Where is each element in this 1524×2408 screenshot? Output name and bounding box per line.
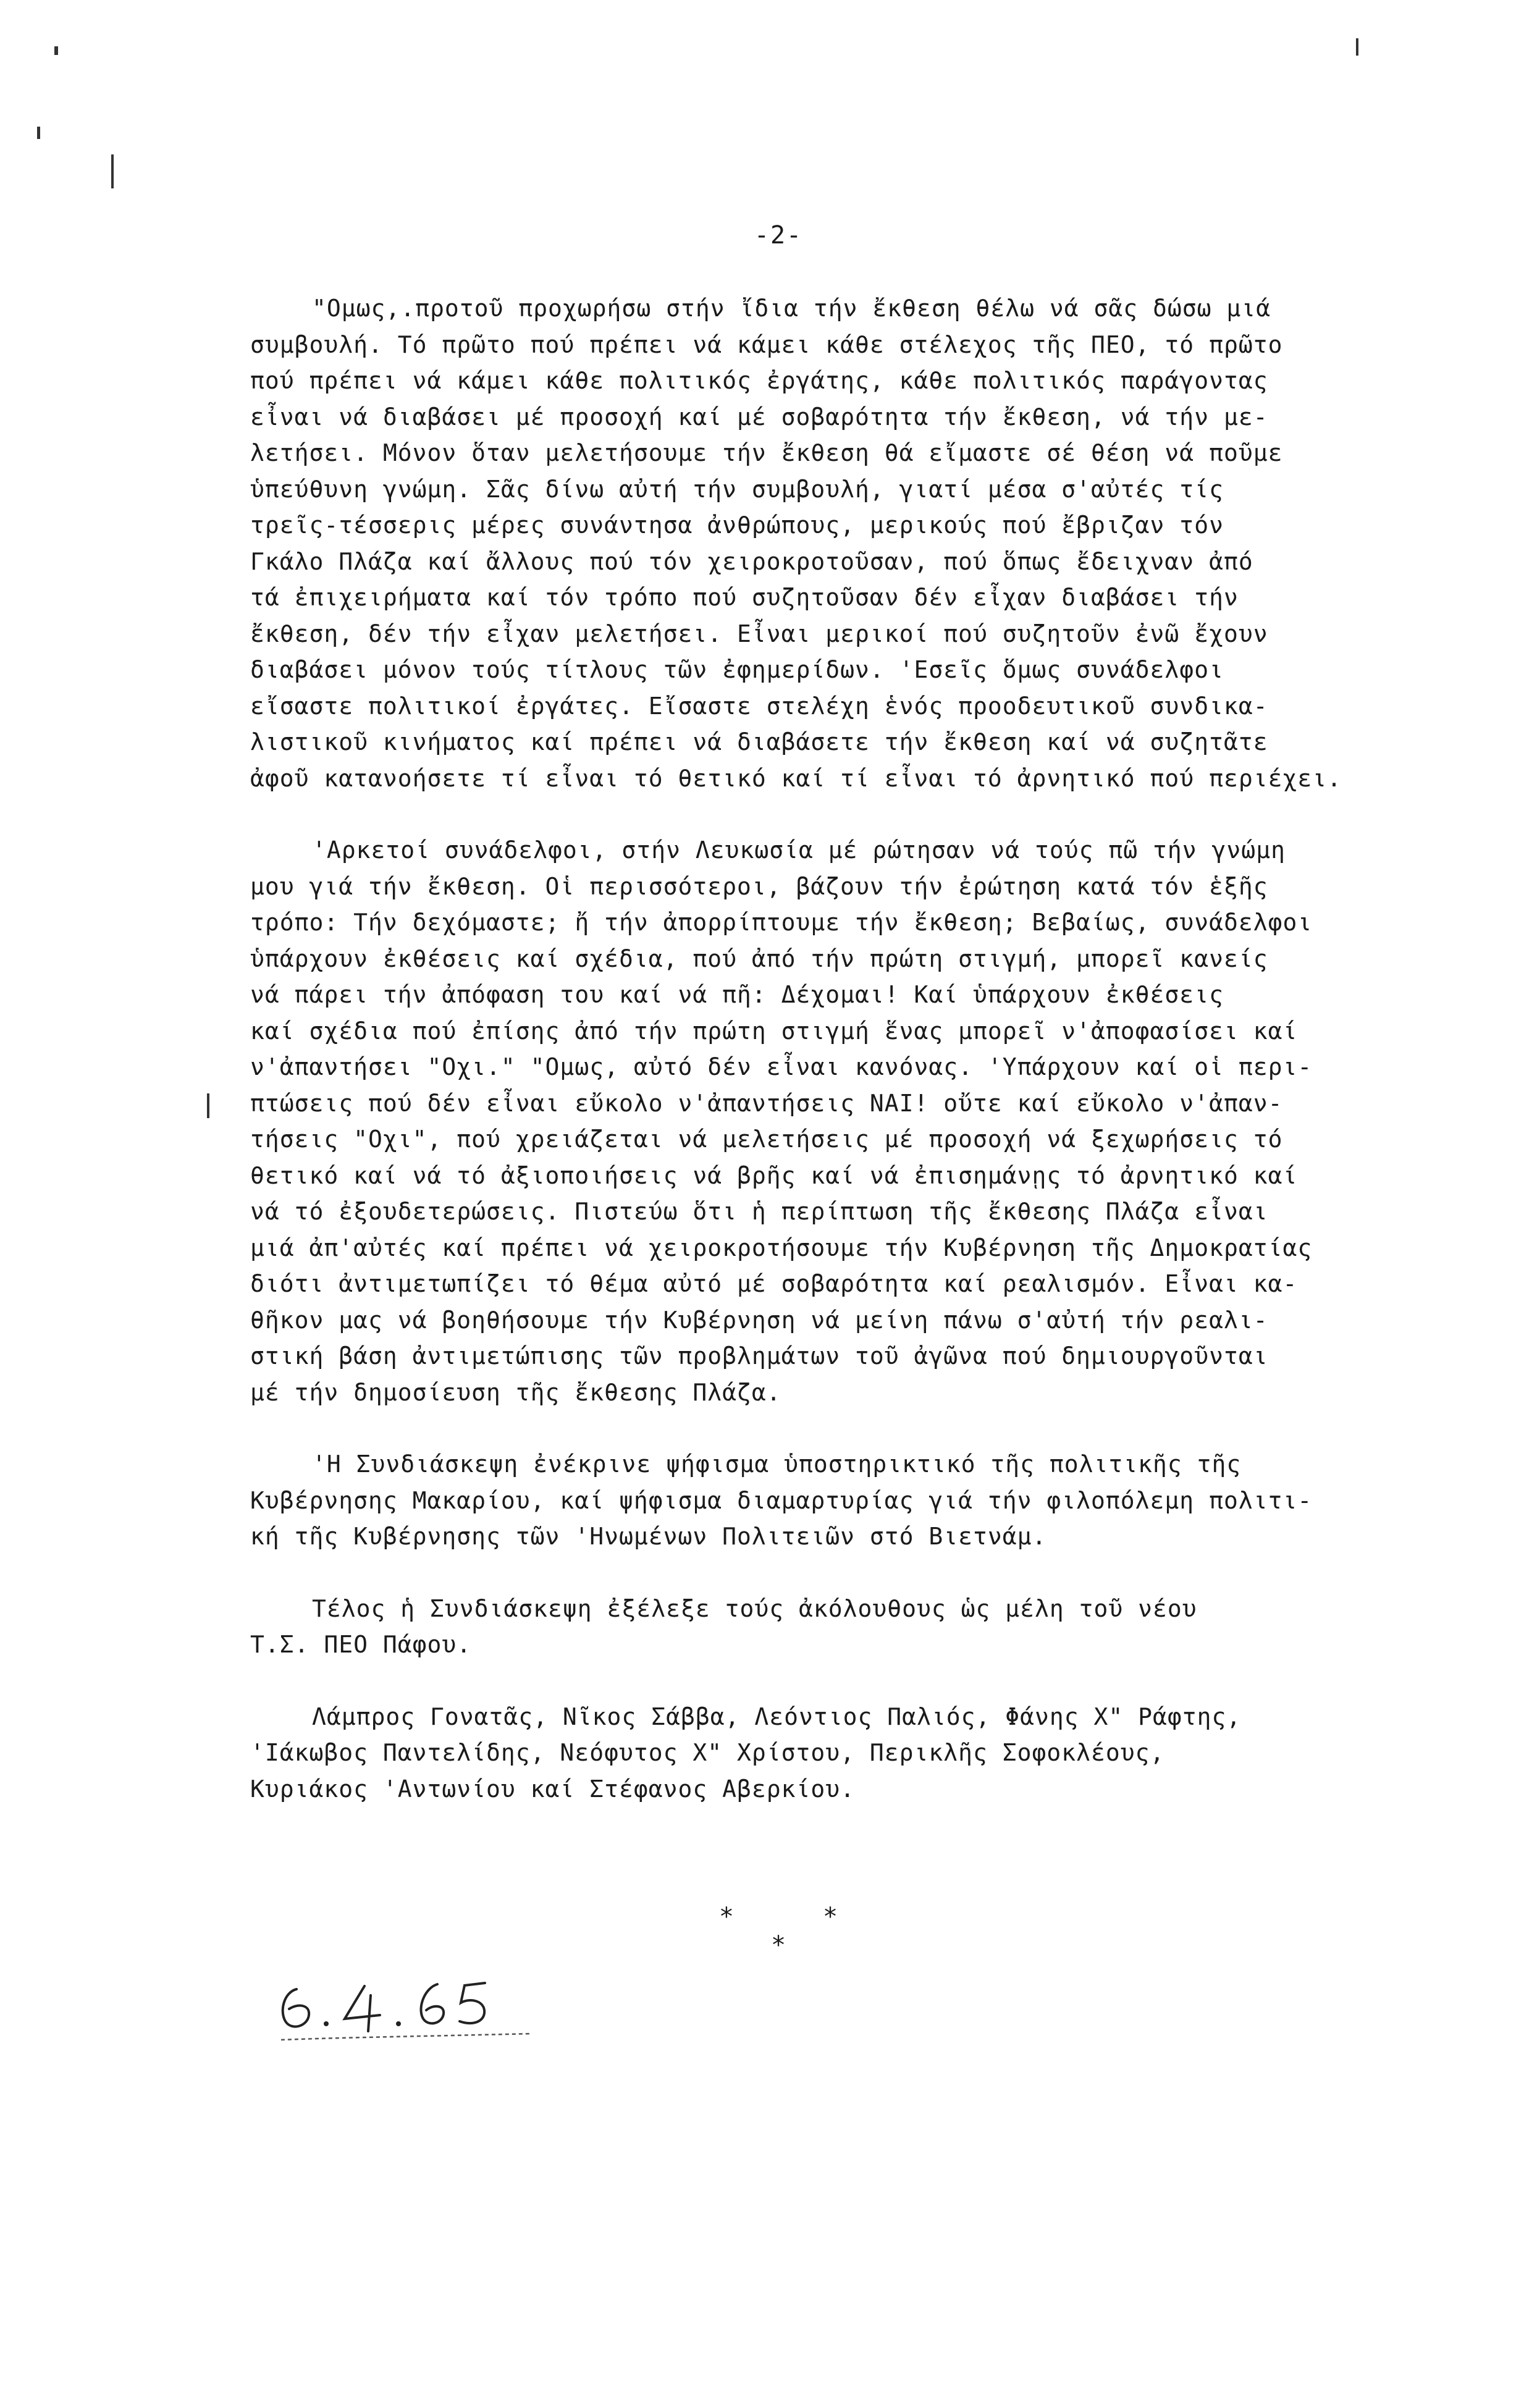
- text-line: μου γιά τήν ἔκθεση. Οἱ περισσότεροι, βάζουν τήν ἐρώτηση κατά τόν ἑξῆς: [250, 872, 1268, 900]
- text-line: 'Αρκετοί συνάδελφοι, στήν Λευκωσία μέ ρώτησαν νά τούς πῶ τήν γνώμη: [312, 836, 1286, 864]
- text-line: μέ τήν δημοσίευση τῆς ἔκθεσης Πλάζα.: [250, 1378, 781, 1406]
- text-line: κή τῆς Κυβέρνησης τῶν 'Ηνωμένων Πολιτειῶν στό Βιετνάμ.: [250, 1523, 1047, 1550]
- text-line: μιά ἀπ'αὐτές καί πρέπει νά χειροκροτήσουμε τήν Κυβέρνηση τῆς Δημοκρατίας: [250, 1234, 1313, 1261]
- text-line: 'Ιάκωβος Παντελίδης, Νεόφυτος Χ" Χρίστου, Περικλῆς Σοφοκλέους,: [250, 1739, 1165, 1766]
- text-line: εἴσαστε πολιτικοί ἐργάτες. Εἴσαστε στελέχη ἑνός προοδευτικοῦ συνδικα-: [250, 692, 1268, 720]
- text-line: εἶναι νά διαβάσει μέ προσοχή καί μέ σοβαρότητα τήν ἔκθεση, νά τήν με-: [250, 403, 1268, 431]
- paragraph-3: [250, 1446, 1467, 1555]
- text-line: ἀφοῦ κατανοήσετε τί εἶναι τό θετικό καί τί εἶναι τό ἀρνητικό πού περιέχει.: [250, 764, 1342, 792]
- scan-mark: [37, 127, 40, 139]
- text-line: πού πρέπει νά κάμει κάθε πολιτικός ἐργάτης, κάθε πολιτικός παράγοντας: [250, 367, 1268, 394]
- text-line: θῆκον μας νά βοηθήσουμε τήν Κυβέρνηση νά μείνη πάνω σ'αὐτή τήν ρεαλι-: [250, 1306, 1268, 1334]
- scan-mark: [207, 1093, 209, 1118]
- text-line: Λάμπρος Γονατᾶς, Νῖκος Σάββα, Λεόντιος Παλιός, Φάνης Χ" Ράφτης,: [312, 1703, 1242, 1730]
- text-line: θετικό καί νά τό ἀξιοποιήσεις νά βρῆς καί νά ἐπισημάνῃς τό ἀρνητικό καί: [250, 1161, 1298, 1189]
- text-line: πτώσεις πού δέν εἶναι εὔκολο ν'ἀπαντήσεις ΝΑΙ! οὔτε καί εὔκολο ν'ἀπαν-: [250, 1089, 1283, 1117]
- text-line: Τέλος ἡ Συνδιάσκεψη ἐξέλεξε τούς ἀκόλουθους ὡς μέλη τοῦ νέου: [312, 1594, 1197, 1622]
- handwritten-date: [272, 1964, 537, 2045]
- paragraph-5: [250, 1699, 1467, 1808]
- text-line: τρόπο: Τήν δεχόμαστε; ἤ τήν ἀπορρίπτουμε τήν ἔκθεση; Βεβαίως, συνάδελφοι: [250, 909, 1313, 936]
- scan-mark: [111, 154, 114, 188]
- text-line: ἔκθεση, δέν τήν εἶχαν μελετήσει. Εἶναι μερικοί πού συζητοῦν ἐνῶ ἔχουν: [250, 620, 1268, 647]
- text-line: στική βάση ἀντιμετώπισης τῶν προβλημάτων τοῦ ἀγῶνα πού δημιουργοῦνται: [250, 1342, 1268, 1370]
- paragraph-1: [250, 290, 1467, 796]
- text-line: Κυβέρνησης Μακαρίου, καί ψήφισμα διαμαρτυρίας γιά τήν φιλοπόλεμη πολιτι-: [250, 1486, 1313, 1514]
- text-line: τρεῖς-τέσσερις μέρες συνάντησα ἀνθρώπους, μερικούς πού ἔβριζαν τόν: [250, 511, 1224, 539]
- document-body: [250, 290, 1467, 1843]
- text-line: Γκάλο Πλάζα καί ἄλλους πού τόν χειροκροτοῦσαν, πού ὅπως ἔδειχναν ἀπό: [250, 547, 1253, 575]
- text-line: συμβουλή. Τό πρῶτο πού πρέπει νά κάμει κάθε στέλεχος τῆς ΠΕΟ, τό πρῶτο: [250, 330, 1283, 358]
- text-line: διαβάσει μόνον τούς τίτλους τῶν ἐφημερίδων. 'Εσεῖς ὅμως συνάδελφοι: [250, 656, 1224, 683]
- paragraph-2: [250, 832, 1467, 1410]
- text-line: τήσεις "Οχι", πού χρειάζεται νά μελετήσεις μέ προσοχή νά ξεχωρήσεις τό: [250, 1126, 1283, 1153]
- text-line: λιστικοῦ κινήματος καί πρέπει νά διαβάσετε τήν ἔκθεση καί νά συζητᾶτε: [250, 728, 1268, 756]
- section-divider-stars: * * *: [718, 1903, 875, 1960]
- scan-mark: [1356, 38, 1358, 56]
- scan-mark: [54, 46, 58, 55]
- text-line: Κυριάκος 'Αντωνίου καί Στέφανος Αβερκίου.: [250, 1775, 855, 1803]
- handwritten-date-drawing: [272, 1964, 537, 2045]
- text-line: ν'ἀπαντήσει "Οχι." "Ομως, αὐτό δέν εἶναι κανόνας. 'Υπάρχουν καί οἱ περι-: [250, 1053, 1313, 1080]
- text-line: νά τό ἐξουδετερώσεις. Πιστεύω ὅτι ἡ περίπτωση τῆς ἔκθεσης Πλάζα εἶναι: [250, 1198, 1268, 1225]
- text-line: διότι ἀντιμετωπίζει τό θέμα αὐτό μέ σοβαρότητα καί ρεαλισμόν. Εἶναι κα-: [250, 1270, 1298, 1297]
- text-line: λετήσει. Μόνον ὅταν μελετήσουμε τήν ἔκθεση θά εἴμαστε σέ θέση νά ποῦμε: [250, 439, 1283, 466]
- text-line: 'Η Συνδιάσκεψη ἐνέκρινε ψήφισμα ὑποστηρικτικό τῆς πολιτικῆς τῆς: [312, 1450, 1242, 1478]
- text-line: "Ομως,.προτοῦ προχωρήσω στήν ἴδια τήν ἔκθεση θέλω νά σᾶς δώσω μιά: [312, 295, 1271, 322]
- paragraph-4: [250, 1591, 1467, 1663]
- text-line: τά ἐπιχειρήματα καί τόν τρόπο πού συζητοῦσαν δέν εἶχαν διαβάσει τήν: [250, 584, 1239, 611]
- page-number: -2-: [754, 221, 803, 250]
- text-line: νά πάρει τήν ἀπόφαση του καί νά πῆ: Δέχομαι! Καί ὑπάρχουν ἐκθέσεις: [250, 981, 1224, 1008]
- text-line: Τ.Σ. ΠΕΟ Πάφου.: [250, 1631, 472, 1658]
- text-line: ὑπάρχουν ἐκθέσεις καί σχέδια, πού ἀπό τήν πρώτη στιγμή, μπορεῖ κανείς: [250, 945, 1268, 972]
- text-line: ὑπεύθυνη γνώμη. Σᾶς δίνω αὐτή τήν συμβουλή, γιατί μέσα σ'αὐτές τίς: [250, 475, 1224, 503]
- text-line: καί σχέδια πού ἐπίσης ἀπό τήν πρώτη στιγμή ἕνας μπορεῖ ν'ἀποφασίσει καί: [250, 1017, 1298, 1045]
